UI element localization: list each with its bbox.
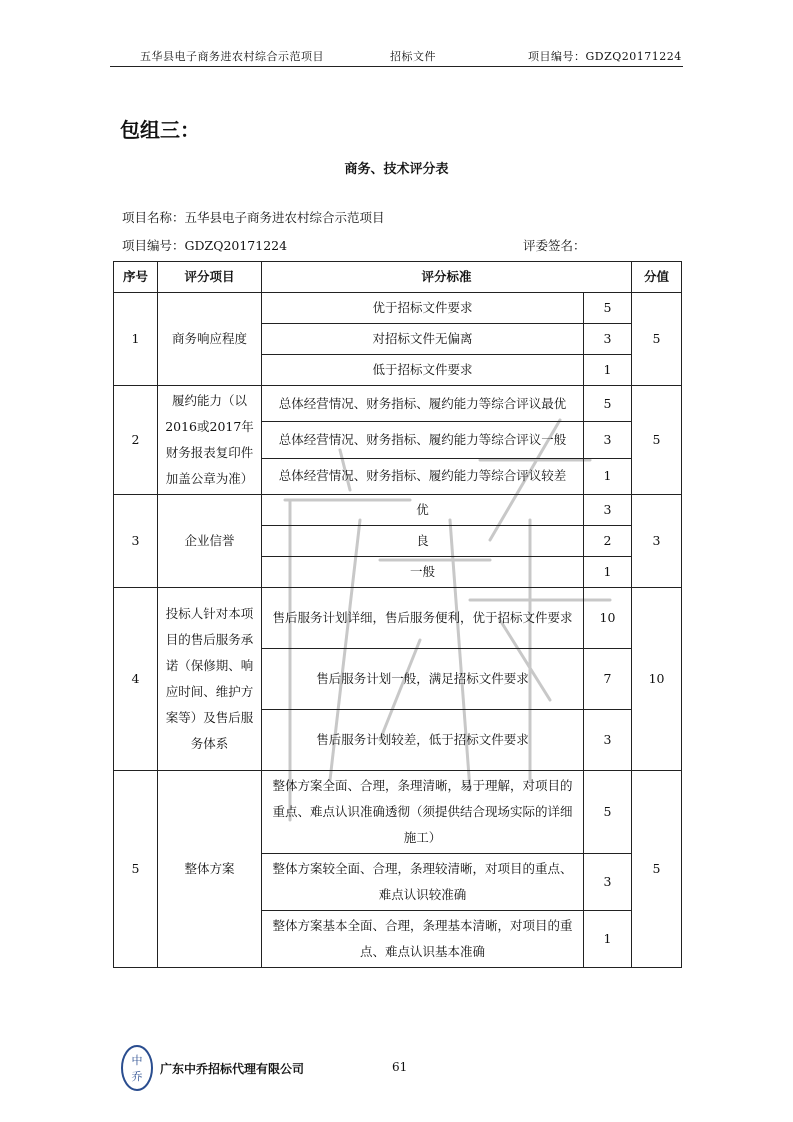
project-name-line: 项目名称：五华县电子商务进农村综合示范项目 xyxy=(122,210,385,225)
criteria-score: 3 xyxy=(584,324,632,355)
page-header xyxy=(110,46,683,67)
table-row xyxy=(114,495,682,526)
table-row xyxy=(114,386,682,422)
criteria-text: 优 xyxy=(262,495,584,526)
svg-text:中: 中 xyxy=(131,1054,143,1067)
row-total: 10 xyxy=(632,588,682,771)
row-item: 企业信誉 xyxy=(158,495,262,588)
criteria-text: 总体经营情况、财务指标、履约能力等综合评议一般 xyxy=(262,422,584,458)
header-doc-type: 招标文件 xyxy=(390,50,436,63)
row-no: 4 xyxy=(114,588,158,771)
row-total: 3 xyxy=(632,495,682,588)
header-criteria: 评分标准 xyxy=(262,262,632,293)
criteria-text: 优于招标文件要求 xyxy=(262,293,584,324)
criteria-score: 1 xyxy=(584,458,632,494)
row-no: 3 xyxy=(114,495,158,588)
criteria-score: 3 xyxy=(584,495,632,526)
row-item: 整体方案 xyxy=(158,771,262,968)
table-row xyxy=(114,771,682,854)
criteria-text: 良 xyxy=(262,526,584,557)
criteria-score: 1 xyxy=(584,911,632,968)
criteria-text: 售后服务计划较差，低于招标文件要求 xyxy=(262,710,584,771)
footer-company: 广东中乔招标代理有限公司 xyxy=(160,1062,305,1076)
row-no: 1 xyxy=(114,293,158,386)
criteria-score: 1 xyxy=(584,355,632,386)
criteria-score: 3 xyxy=(584,422,632,458)
criteria-text: 售后服务计划详细，售后服务便利，优于招标文件要求 xyxy=(262,588,584,649)
signature-label: 评委签名： xyxy=(523,238,586,253)
score-table xyxy=(113,261,682,968)
page-footer xyxy=(120,1044,680,1104)
company-logo-icon xyxy=(120,1044,154,1092)
row-no: 5 xyxy=(114,771,158,968)
row-item: 履约能力（以2016或2017年财务报表复印件加盖公章为准） xyxy=(158,386,262,495)
criteria-score: 7 xyxy=(584,649,632,710)
row-total: 5 xyxy=(632,386,682,495)
criteria-text: 整体方案全面、合理，条理清晰，易于理解，对项目的重点、难点认识准确透彻（须提供结合现场实际的详细施工） xyxy=(262,771,584,854)
criteria-text: 总体经营情况、财务指标、履约能力等综合评议较差 xyxy=(262,458,584,494)
criteria-text: 低于招标文件要求 xyxy=(262,355,584,386)
criteria-score: 2 xyxy=(584,526,632,557)
row-total: 5 xyxy=(632,293,682,386)
row-total: 5 xyxy=(632,771,682,968)
row-item: 商务响应程度 xyxy=(158,293,262,386)
page-number: 61 xyxy=(392,1060,408,1074)
criteria-text: 总体经营情况、财务指标、履约能力等综合评议最优 xyxy=(262,386,584,422)
criteria-score: 5 xyxy=(584,293,632,324)
table-header-row xyxy=(114,262,682,293)
criteria-score: 3 xyxy=(584,710,632,771)
criteria-score: 5 xyxy=(584,386,632,422)
header-project-name: 五华县电子商务进农村综合示范项目 xyxy=(140,50,324,63)
header-total: 分值 xyxy=(632,262,682,293)
row-no: 2 xyxy=(114,386,158,495)
row-item: 投标人针对本项目的售后服务承诺（保修期、响应时间、维护方案等）及售后服务体系 xyxy=(158,588,262,771)
table-title: 商务、技术评分表 xyxy=(344,162,449,177)
criteria-text: 整体方案较全面、合理，条理较清晰，对项目的重点、难点认识较准确 xyxy=(262,854,584,911)
header-item: 评分项目 xyxy=(158,262,262,293)
header-no: 序号 xyxy=(114,262,158,293)
table-row xyxy=(114,293,682,324)
table-row xyxy=(114,588,682,649)
project-code-line: 项目编号：GDZQ20171224 xyxy=(122,238,288,253)
criteria-score: 10 xyxy=(584,588,632,649)
criteria-text: 整体方案基本全面、合理，条理基本清晰，对项目的重点、难点认识基本准确 xyxy=(262,911,584,968)
svg-text:乔: 乔 xyxy=(131,1070,143,1083)
group-title: 包组三： xyxy=(120,118,200,142)
criteria-score: 1 xyxy=(584,557,632,588)
criteria-text: 一般 xyxy=(262,557,584,588)
criteria-score: 5 xyxy=(584,771,632,854)
header-project-code: 项目编号：GDZQ20171224 xyxy=(528,50,682,63)
criteria-text: 售后服务计划一般，满足招标文件要求 xyxy=(262,649,584,710)
criteria-text: 对招标文件无偏离 xyxy=(262,324,584,355)
criteria-score: 3 xyxy=(584,854,632,911)
